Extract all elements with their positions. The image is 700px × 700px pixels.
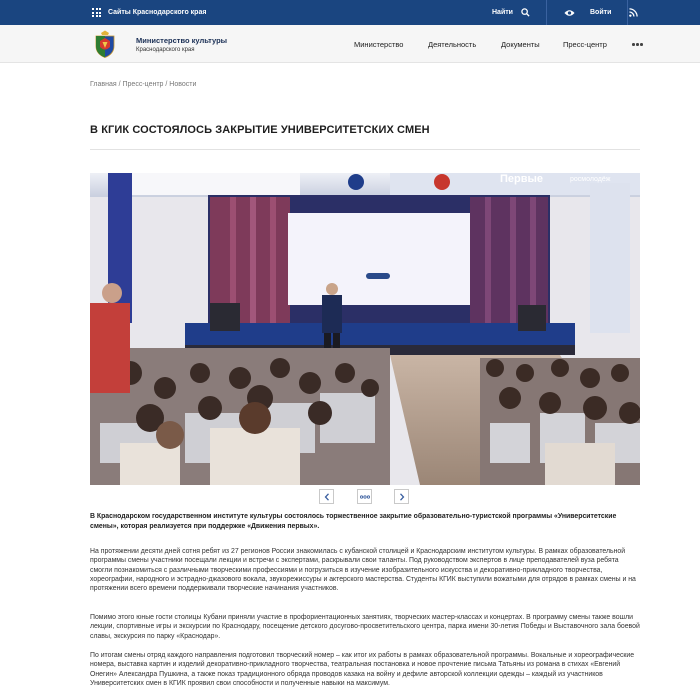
screen-text-first: Первые: [500, 173, 544, 185]
coat-of-arms-logo[interactable]: [94, 30, 116, 58]
search-button[interactable]: [492, 0, 547, 25]
event-photo-illustration: [90, 173, 640, 485]
article-paragraph: Помимо этого юные гости столицы Кубани приняли участие в профориентационных занятиях, творческих мастер-классах и концертах. В программу смены также вошли лекции, спортивные игры и экскурсии по Краснодару, посещение детского досугово-просветительского центра, парка имени 30-летия Победы и Выставочного зала боевой славы, экскурсия по парку «Краснодар».: [90, 614, 640, 640]
rss-icon: [629, 8, 638, 17]
chevron-left-icon: [324, 493, 330, 501]
ministry-name: Министерство культуры: [136, 36, 228, 45]
regional-sites-link[interactable]: [92, 0, 206, 25]
chevron-right-icon: [399, 493, 405, 501]
article-lead: В Краснодарском государственном институте культуры состоялось торжественное закрытие образовательно-туристской программы «Университетские смены», которая реализуется при поддержке «Движения первых».: [90, 513, 617, 530]
gallery-prev-button[interactable]: [319, 489, 334, 504]
search-label: Найти: [492, 9, 513, 16]
rss-link[interactable]: [629, 0, 638, 25]
gallery-all-button[interactable]: [357, 489, 372, 504]
breadcrumb-press-center[interactable]: Пресс-центр: [122, 81, 164, 88]
nav-ministry[interactable]: Министерство: [354, 39, 404, 49]
accessibility-button[interactable]: [564, 0, 575, 25]
screen-text-rosmolodezh: росмолодёж: [570, 176, 611, 183]
nav-documents[interactable]: Документы: [501, 39, 540, 49]
ministry-region: Краснодарского края: [136, 47, 195, 53]
dots-icon: [360, 495, 370, 499]
breadcrumb-news[interactable]: Новости: [169, 81, 197, 88]
site-header: [0, 25, 700, 63]
breadcrumb: [90, 81, 196, 88]
nav-activity[interactable]: Деятельность: [428, 39, 477, 49]
nav-press-center[interactable]: Пресс-центр: [563, 39, 607, 49]
more-menu-icon[interactable]: [632, 43, 643, 46]
article-paragraph: На протяжении десяти дней сотня ребят из 27 регионов России знакомилась с кубанской столицей и Краснодарским институтом культуры. В рамках образовательной программы смены участники посещали лекции и встречи с экспертами, раскрывали свои таланты. Под руководством экспертов в лице преподавателей вуза ребята смогли познакомиться с различными творческими профессиями и погрузиться в изучение изобразительного искусства и декоративно-прикладного творчества, хореографии, народного и эстрадно-джазового вокала, звукорежиссуры и актерского мастерства. Студенты КГИК выступили вожатыми для отрядов в рамках смены и на протяжении всего времени поддерживали творческие начинания участников.: [90, 548, 636, 593]
search-icon: [521, 8, 530, 17]
login-label: Войти: [590, 9, 612, 16]
top-bar: [0, 0, 700, 25]
breadcrumb-separator: /: [163, 81, 170, 88]
regional-sites-label: Сайты Краснодарского края: [108, 9, 207, 16]
breadcrumb-home[interactable]: Главная: [90, 81, 117, 88]
eye-icon: [564, 9, 575, 17]
login-button[interactable]: [590, 0, 628, 25]
grid-icon: [92, 8, 101, 17]
article-paragraph: По итогам смены отряд каждого направления подготовил творческий номер – как итог их работы в рамках образовательной программы. Вокальные и хореографические номера, выставка картин и изделий декоративно-прикладного творчества, театральная постановка и новое прочтение письма Татьяны из романа в стихах «Евгений Онегин» Александра Пушкина, а также показ традиционного обряда проводов казака на войну и дефиле авторской коллекции одежды – каждый из участников Университетских смен в КГИК проявил свои способности и полученные навыки на максимум.: [90, 652, 635, 687]
brand[interactable]: [136, 36, 227, 53]
title-divider: [90, 149, 640, 150]
article-photo[interactable]: [90, 173, 640, 485]
page-title: В КГИК СОСТОЯЛОСЬ ЗАКРЫТИЕ УНИВЕРСИТЕТСКИХ СМЕН: [90, 124, 430, 136]
gallery-next-button[interactable]: [394, 489, 409, 504]
breadcrumb-separator: /: [116, 81, 123, 88]
